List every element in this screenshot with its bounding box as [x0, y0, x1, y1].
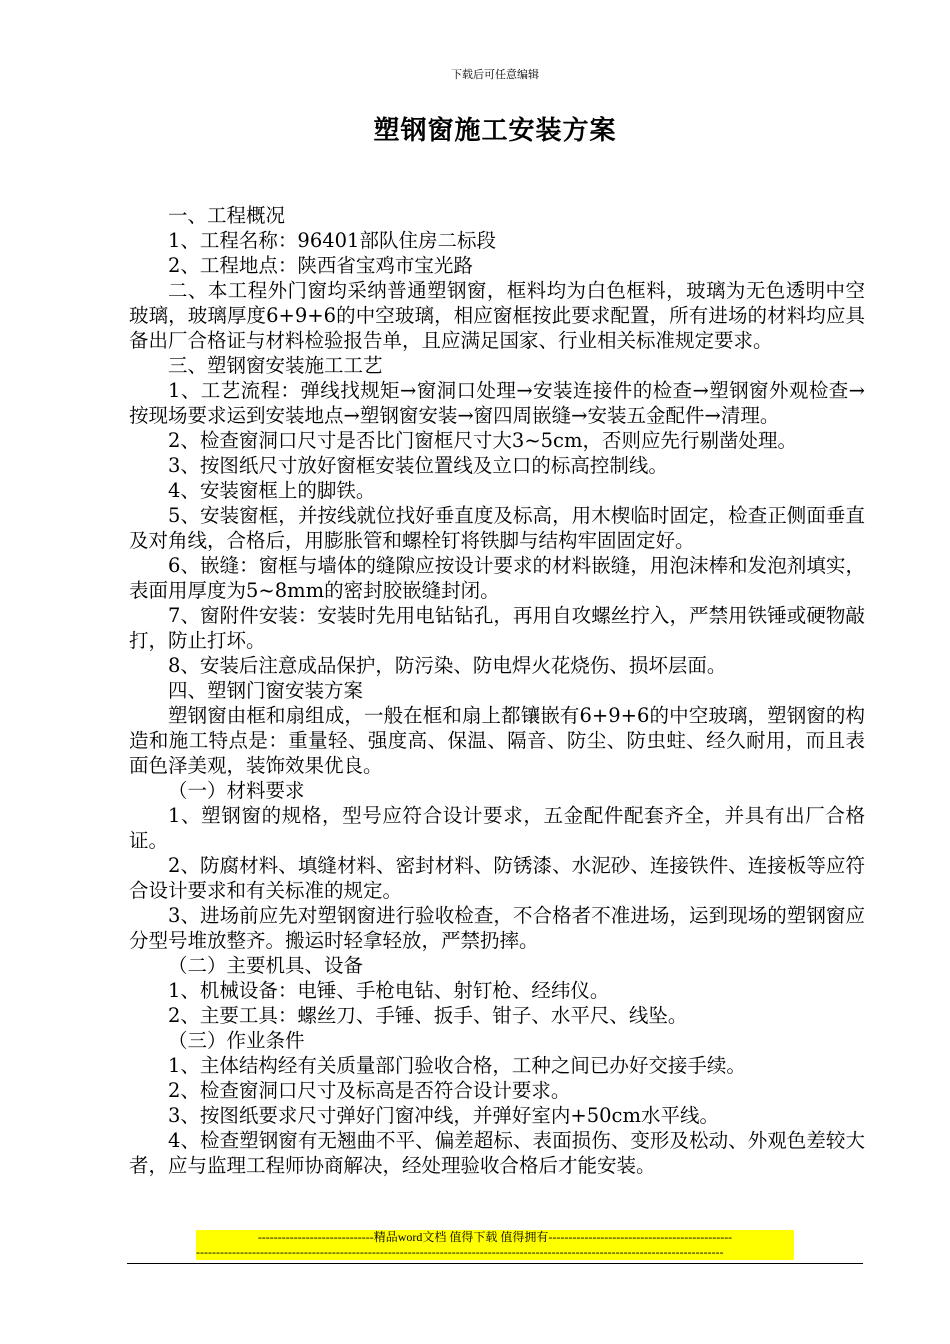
paragraph: 一、工程概况	[168, 204, 286, 227]
paragraph: 四、塑钢门窗安装方案	[168, 679, 364, 702]
paragraph: 2、检查窗洞口尺寸是否比门窗框尺寸大3~5cm，否则应先行剔凿处理。	[168, 429, 797, 452]
paragraph: 7、窗附件安装：安装时先用电钻钻孔，再用自攻螺丝拧入，严禁用铁锤或硬物敲打，防止打坏。	[129, 604, 865, 652]
paragraph: 2、主要工具：螺丝刀、手锤、扳手、钳子、水平尺、线坠。	[168, 1004, 688, 1027]
paragraph: 塑钢窗由框和扇组成，一般在框和扇上都镶嵌有6+9+6的中空玻璃，塑钢窗的构造和施工特点是：重量轻、强度高、保温、隔音、防尘、防虫蛀、经久耐用，而且表面色泽美观，装饰效果优良。	[129, 704, 865, 777]
paragraph: 5、安装窗框，并按线就位找好垂直度及标高，用木楔临时固定，检查正侧面垂直及对角线，合格后，用膨胀管和螺栓钉将铁脚与结构牢固固定好。	[129, 504, 865, 552]
document-title: 塑钢窗施工安装方案	[373, 116, 617, 146]
paragraph: 8、安装后注意成品保护，防污染、防电焊火花烧伤、损坏层面。	[168, 654, 727, 677]
footer-banner-line-2: ------------------------------------------------------------------------------------------------------------------------------------	[196, 1245, 794, 1260]
paragraph: 3、进场前应先对塑钢窗进行验收检查，不合格者不准进场，运到现场的塑钢窗应分型号堆放整齐。搬运时轻拿轻放，严禁扔摔。	[129, 904, 865, 952]
paragraph: 1、工程名称：96401部队住房二标段	[168, 229, 496, 252]
paragraph: （二）主要机具、设备	[168, 954, 364, 977]
paragraph: 4、检查塑钢窗有无翘曲不平、偏差超标、表面损伤、变形及松动、外观色差较大者，应与监理工程师协商解决，经处理验收合格后才能安装。	[129, 1129, 865, 1177]
paragraph: 1、塑钢窗的规格，型号应符合设计要求，五金配件配套齐全，并具有出厂合格证。	[129, 804, 865, 852]
paragraph: 1、主体结构经有关质量部门验收合格，工种之间已办好交接手续。	[168, 1054, 746, 1077]
paragraph: 三、塑钢窗安装施工工艺	[168, 354, 383, 377]
paragraph: 二、本工程外门窗均采纳普通塑钢窗，框料均为白色框料，玻璃为无色透明中空玻璃，玻璃厚度6+9+6的中空玻璃，相应窗框按此要求配置，所有进场的材料均应具备出厂合格证与材料检验报告单，且应满足国家、行业相关标准规定要求。	[129, 279, 865, 352]
document-body	[129, 203, 865, 1178]
paragraph: 2、防腐材料、填缝材料、密封材料、防锈漆、水泥砂、连接铁件、连接板等应符合设计要求和有关标准的规定。	[129, 854, 865, 902]
paragraph: （三）作业条件	[168, 1029, 305, 1052]
paragraph: 1、机械设备：电锤、手枪电钻、射钉枪、经纬仪。	[168, 979, 610, 1002]
footer-banner-line-1: -----------------------------精品word文档 值得下载 值得拥有----------------------------------------------	[196, 1230, 794, 1245]
paragraph: 3、按图纸要求尺寸弹好门窗冲线，并弹好室内+50cm水平线。	[168, 1104, 719, 1127]
header-note: 下载后可任意编辑	[451, 68, 539, 81]
paragraph: 2、检查窗洞口尺寸及标高是否符合设计要求。	[168, 1079, 571, 1102]
paragraph: （一）材料要求	[168, 779, 305, 802]
footer-divider	[127, 1263, 863, 1264]
paragraph: 6、嵌缝：窗框与墙体的缝隙应按设计要求的材料嵌缝，用泡沫棒和发泡剂填实，表面用厚度为5~8mm的密封胶嵌缝封闭。	[129, 554, 865, 602]
paragraph: 2、工程地点：陕西省宝鸡市宝光路	[168, 254, 473, 277]
paragraph: 3、按图纸尺寸放好窗框安装位置线及立口的标高控制线。	[168, 454, 668, 477]
paragraph: 4、安装窗框上的脚铁。	[168, 479, 376, 502]
paragraph: 1、工艺流程：弹线找规矩→窗洞口处理→安装连接件的检查→塑钢窗外观检查→按现场要求运到安装地点→塑钢窗安装→窗四周嵌缝→安装五金配件→清理。	[129, 379, 865, 427]
